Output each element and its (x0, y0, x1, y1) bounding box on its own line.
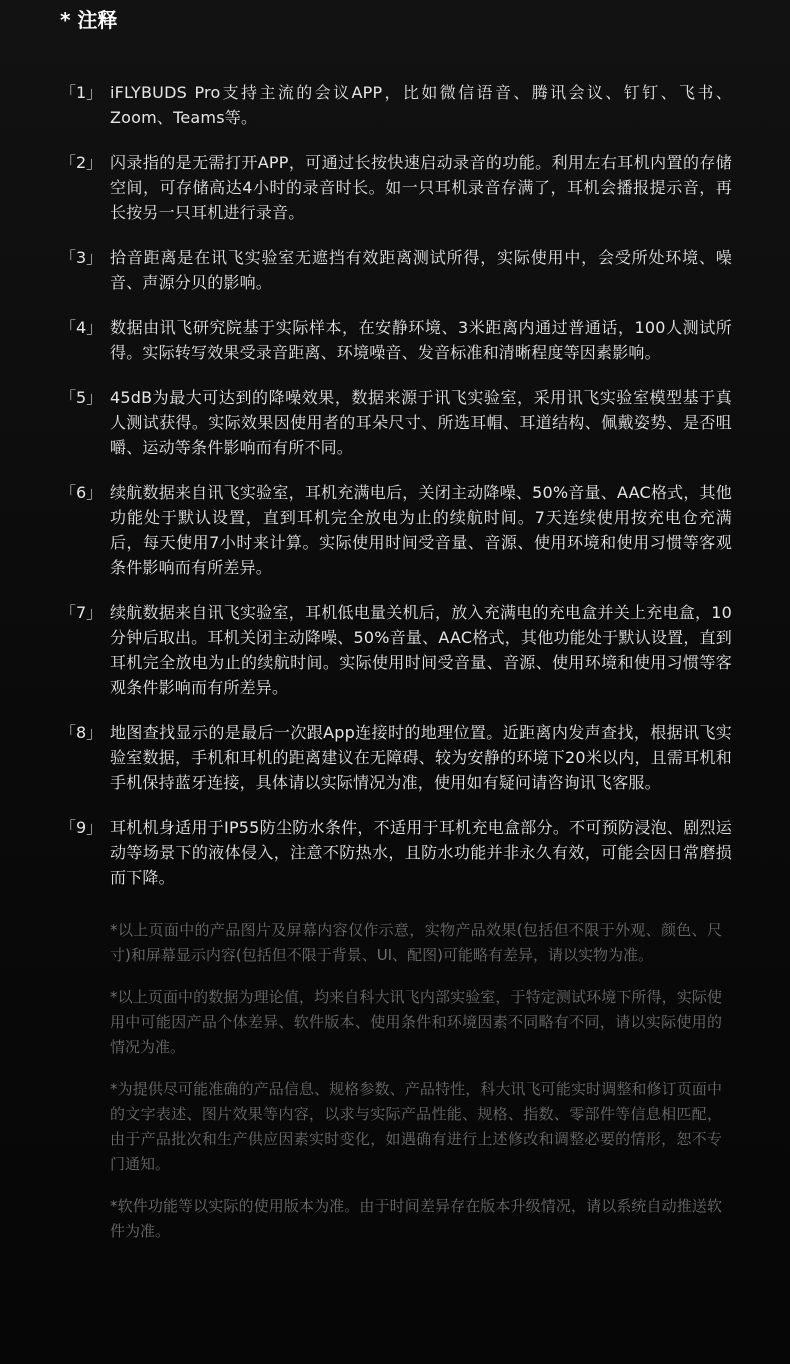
note-item-9 (60, 815, 732, 890)
note-number: 「2」 (60, 153, 103, 172)
note-item-4 (60, 315, 732, 365)
note-number: 「9」 (60, 818, 103, 837)
note-number: 「7」 (60, 603, 103, 622)
disclaimer-data-values: *以上页面中的数据为理论值，均来自科大讯飞内部实验室，于特定测试环境下所得，实际使用中可能因产品个体差异、软件版本、使用条件和环境因素不同略有不同，请以实际使用的情况为准。 (110, 988, 722, 1056)
disclaimer-revisions: *为提供尽可能准确的产品信息、规格参数、产品特性，科大讯飞可能实时调整和修订页面中的文字表述、图片效果等内容，以求与实际产品性能、规格、指数、零部件等信息相匹配，由于产品批次和生产供应因素实时变化，如遇确有进行上述修改和调整必要的情形，恕不专门通知。 (110, 1080, 722, 1173)
notes-list (60, 80, 732, 910)
disclaimer-software: *软件功能等以实际的使用版本为准。由于时间差异存在版本升级情况，请以系统自动推送软件为准。 (110, 1197, 722, 1240)
note-item-2 (60, 150, 732, 225)
disclaimers-section (110, 918, 722, 1261)
note-text: iFLYBUDS Pro支持主流的会议APP，比如微信语音、腾讯会议、钉钉、飞书、Zoom、Teams等。 (110, 83, 732, 127)
disclaimer-product-images: *以上页面中的产品图片及屏幕内容仅作示意，实物产品效果(包括但不限于外观、颜色、尺寸)和屏幕显示内容(包括但不限于背景、UI、配图)可能略有差异，请以实物为准。 (110, 921, 722, 964)
note-number: 「4」 (60, 318, 103, 337)
note-number: 「8」 (60, 723, 103, 742)
note-item-1 (60, 80, 732, 130)
note-item-8 (60, 720, 732, 795)
note-text: 续航数据来自讯飞实验室，耳机充满电后，关闭主动降噪、50%音量、AAC格式，其他功能处于默认设置，直到耳机完全放电为止的续航时间。7天连续使用按充电仓充满后，每天使用7小时来计算。实际使用时间受音量、音源、使用环境和使用习惯等客观条件影响而有所差异。 (110, 483, 732, 577)
note-text: 耳机机身适用于IP55防尘防水条件，不适用于耳机充电盒部分。不可预防浸泡、剧烈运动等场景下的液体侵入，注意不防热水，且防水功能并非永久有效，可能会因日常磨损而下降。 (110, 818, 732, 887)
note-item-5 (60, 385, 732, 460)
note-text: 拾音距离是在讯飞实验室无遮挡有效距离测试所得，实际使用中，会受所处环境、噪音、声源分贝的影响。 (110, 248, 732, 292)
page-title: * 注释 (60, 8, 118, 32)
note-item-6 (60, 480, 732, 580)
note-number: 「3」 (60, 248, 103, 267)
note-text: 数据由讯飞研究院基于实际样本，在安静环境、3米距离内通过普通话，100人测试所得。实际转写效果受录音距离、环境噪音、发音标准和清晰程度等因素影响。 (110, 318, 732, 362)
note-number: 「1」 (60, 83, 103, 102)
note-text: 续航数据来自讯飞实验室，耳机低电量关机后，放入充满电的充电盒并关上充电盒，10分钟后取出。耳机关闭主动降噪、50%音量、AAC格式，其他功能处于默认设置，直到耳机完全放电为止的续航时间。实际使用时间受音量、音源、使用环境和使用习惯等客观条件影响而有所差异。 (110, 603, 732, 697)
note-number: 「5」 (60, 388, 103, 407)
note-text: 闪录指的是无需打开APP，可通过长按快速启动录音的功能。利用左右耳机内置的存储空间，可存储高达4小时的录音时长。如一只耳机录音存满了，耳机会播报提示音，再长按另一只耳机进行录音。 (110, 153, 732, 222)
note-text: 地图查找显示的是最后一次跟App连接时的地理位置。近距离内发声查找，根据讯飞实验室数据，手机和耳机的距离建议在无障碍、较为安静的环境下20米以内，且需耳机和手机保持蓝牙连接，具体请以实际情况为准，使用如有疑问请咨询讯飞客服。 (110, 723, 732, 792)
note-text: 45dB为最大可达到的降噪效果，数据来源于讯飞实验室，采用讯飞实验室模型基于真人测试获得。实际效果因使用者的耳朵尺寸、所选耳帽、耳道结构、佩戴姿势、是否咀嚼、运动等条件影响而有所不同。 (110, 388, 732, 457)
note-item-3 (60, 245, 732, 295)
note-number: 「6」 (60, 483, 103, 502)
note-item-7 (60, 600, 732, 700)
